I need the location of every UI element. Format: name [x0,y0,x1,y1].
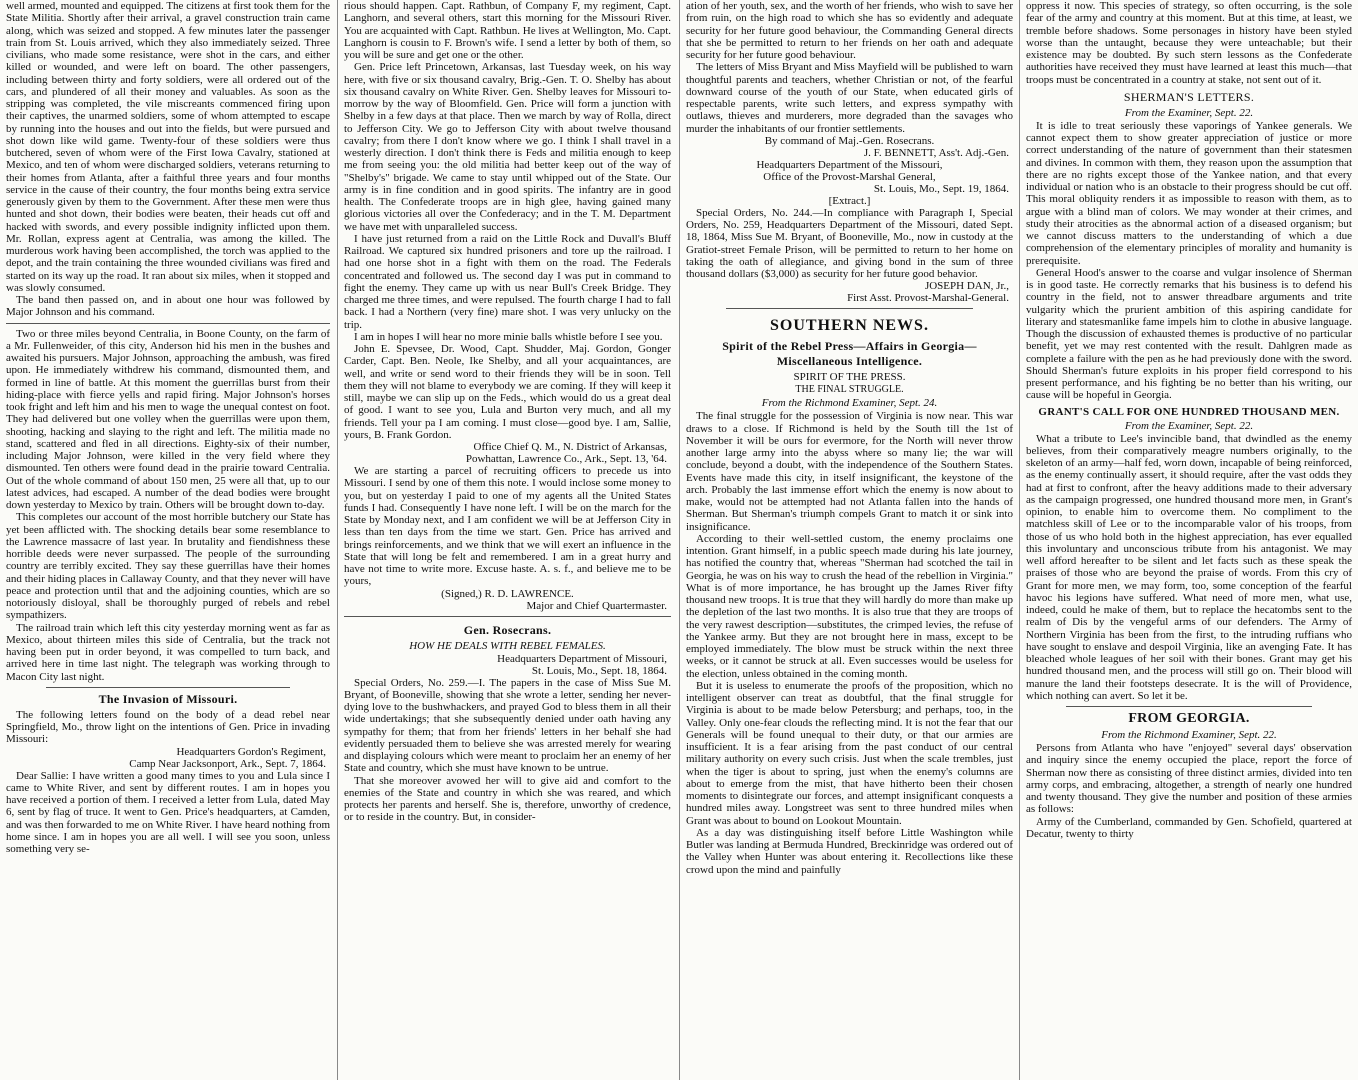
dateline: Camp Near Jacksonport, Ark., Sept. 7, 1864. [129,757,326,770]
paragraph: Army of the Cumberland, commanded by Gen. Schofield, quartered at Decatur, twenty to thirty [1026,815,1352,840]
paragraph: John E. Spevsee, Dr. Wood, Capt. Shudder, Maj. Gordon, Gonger Carder, Capt. Ben. Neole, Ike Shelby, and all your acquaintances, are well, and write or send word to their friends they will be in soon. Tell them they will not blame to everybody we are coming. If they will keep it still, maybe we can slip up on the Feds., which would do us a great deal of good. I want to see you, Lula and Burton very much, and all my friends. Tell your pa I am coming. I must close—good bye. I am, Sallie, yours, B. Frank Gordon. [344,343,671,441]
article-headline: Spirit of the Rebel Press—Affairs in Georgia—Miscellaneous Intelligence. [722,339,977,369]
paragraph: That she moreover avowed her will to give aid and comfort to the enemies of the State and country in which she was reared, and which protects her parents and herself. She is, therefore, unworthy of credence, or to reside in the country. But, in consider- [344,774,671,824]
dateline: Headquarters Department of Missouri, [497,652,667,665]
paragraph: rious should happen. Capt. Rathbun, of Company F, my regiment, Capt. Langhorn, and several others, start this morning for the Missouri River. You are acquainted with Capt. Rathbun. He lives at Wellington, Mo. Capt. Langhorn is cousin to F. Brown's wife. I send a letter by both of them, so you will be sure and get one or the other. [344,0,671,61]
paragraph: Special Orders, No. 244.—In compliance with Paragraph I, Special Orders, No. 259, Headquarters Department of the Missouri, dated Sept. 18, 1864, Miss Sue M. Bryant, of Booneville, Mo., now in custody at the Gratiot-street Female Prison, will be permitted to return to her home on taking the oath of allegiance, and giving bond in the sum of three thousand dollars ($3,000) as security for her future good behavior. [686,206,1013,280]
source-line: From the Richmond Examiner, Sept. 22. [1101,729,1277,741]
paragraph: Persons from Atlanta who have "enjoyed" several days' observation and inquiry since the enemy occupied the place, report the force of Sherman now there as consisting of three distinct armies, divided into ten army corps, and embracing, altogether, a strength of nearly one hundred and twenty thousand. They give the number and position of these armies as follows: [1026,742,1352,816]
divider [46,687,290,688]
paragraph: The following letters found on the body of a dead rebel near Springfield, Mo., throw light on the intentions of Gen. Price in invading Missouri: [6,708,330,746]
article-headline: The Invasion of Missouri. [98,691,238,706]
paragraph: Two or three miles beyond Centralia, in Boone County, on the farm of a Mr. Fullenweider, of this city, Anderson hid his men in the bushes and awaited his pursuers. Major Johnson, approaching the ambush, was fired upon. He immediately withdrew his command, dismounted them, and formed in line of battle. At this moment the guerrillas burst from their hiding-place with fierce yells and rapid firing. Major Johnson's horses took fright and left him and his men to wage the unequal contest on foot. They had delivered but one volley when the guerrillas were upon them, shooting, hacking and slaying to the right and left. The militia made no stand, scattered and fled in all directions. Eighty-six of their number, including Major Johnson, were killed in the very field where they dismounted. Ten others were found dead in the prairie toward Centralia. Out of the whole command of about 150 men, 25 were all that, up to our latest advices, had escaped. A number of the dead bodies were brought down yesterday to Mexico by train. Others will be brought down to-day. [6,327,330,511]
column-4 [1022,0,1356,1080]
dateline: Office of the Provost-Marshal General, [763,170,936,183]
paragraph: The railroad train which left this city yesterday morning went as far as Mexico, about thirteen miles this side of Centralia, but the track not having been put in order beyond, it was compelled to turn back, and arrived here in time last night. The telegraph was working through to Macon City last night. [6,621,330,683]
dateline: Office Chief Q. M., N. District of Arkansas, [473,441,667,453]
article-headline: SHERMAN'S LETTERS. [1123,89,1255,104]
dateline: Powhattan, Lawrence Co., Ark., Sept. 13, '64. [465,453,667,465]
paragraph: The band then passed on, and in about one hour was followed by Major Johnson and his command. [6,294,330,319]
paragraph: What a tribute to Lee's invincible band, that dwindled as the enemy believes, from their comparatively meagre numbers originally, to the skeleton of an army—half fed, worn down, incapable of being reinforced, as the enemy continually assert, it should require, after the vast odds they had at first to confront, after the heavy additions made to their adversary as the campaign progressed, one hundred thousand more men, in Grant's opinion, to enable him to overcome them. No compliment to the matchless skill of Lee or to the incomparable valor of his troops, from those of us who hold both in the highest appreciation, has ever equalled this involuntary and unconscious tribute from his antagonist. We may well afford hereafter to be silent and let facts such as these speak the praises of those who are beyond the praise of words. From this cry of Grant for more men, we may form, too, some conception of the fearful havoc his legions have suffered. What need of more men, what use, indeed, could he make of them, but to replace the hecatombs sent to the realm of Dis by the vengeful arms of our defenders. The Army of Northern Virginia has been from the first, to the intruding ruffians who have sought to enslave and despoil Virginia, like an avenging Fate. It has bleached whole leagues of her soil with their bones. Grant may get his hundred thousand men, and the process will still go on. Their blood will manure the land their footsteps desecrate. It is the will of Providence, which nothing can avert. So let it be. [1026,432,1352,702]
column-1 [2,0,334,1080]
article-headline: FROM GEORGIA. [1128,711,1250,726]
source-line: From the Examiner, Sept. 22. [1124,106,1254,119]
paragraph: According to their well-settled custom, the enemy proclaims one intention. Grant himself, in a public speech made during his late journey, has notified the country that, whereas "Sherman had scotched the tail in Georgia, he was on his way to crush the head of the rebellion in Virginia." What is of more importance, he has brought up the James River fifty thousand new troops. It is true that they will hardly do more than make up the depletion of the last two months. It is also true that they are troops of the very rawest description—substitutes, the crimped levies, the refuse of the Yankee army. But they are not brought here in mass, except to be employed immediately. The blow must be struck within the next three weeks, or it cannot be struck at all. Even successes would be useless for the election, unless obtained in the coming month. [686,532,1013,680]
dateline: St. Louis, Mo., Sept. 18, 1864. [531,664,667,677]
article-headline: Gen. Rosecrans. [463,622,552,637]
source-line: From the Richmond Examiner, Sept. 24. [761,397,938,410]
paragraph: The letters of Miss Bryant and Miss Mayfield will be published to warn thoughtful parents and teachers, whether Christian or not, of the fearful downward course of the youth of our State, when educated girls of respectable parents, write such letters, and express sympathy with outlaws, thieves and murderers, more degraded than the savages who murder the inhabitants of our frontier settlements. [686,61,1013,135]
paragraph: As a day was distinguishing itself before Little Washington while Butler was landing at Bermuda Hundred, Breckinridge was ordered out of the Valley when Hunter was about entering it. Recollections like these crowd upon the mind and painfully [686,826,1013,876]
paragraph: Gen. Price left Princetown, Arkansas, last Tuesday week, on his way here, with five or six thousand cavalry, Brig.-Gen. T. O. Shelby has about six thousand cavalry on White River. Gen. Shelby leaves for Missouri to-morrow by the way of Bloomfield. Gen. Price will form a junction with Shelby in a few days at that place. Then we march by way of Rolla, direct to Jefferson City. We go to Jefferson City with about twelve thousand cavalry; from there I don't know where we go. I think I shall travel in a westerly direction. I don't think there is Feds and militia enough to keep me from seeing you: the old militia had better keep out of the way of "Shelby's" brigade. We came to stay until whipped out of the State. Our army is in fine condition and in good spirits. The infantry are in good health. The Confederate troops are in high glee, having gained many glorious victories all over the Confederacy; and in the T. M. Department we have met with unparalleled success. [344,61,671,233]
section-headline: SOUTHERN NEWS. [770,317,929,335]
column-3 [682,0,1017,1080]
source-line: From the Examiner, Sept. 22. [1124,419,1254,432]
dateline: St. Louis, Mo., Sept. 19, 1864. [873,182,1009,195]
paragraph: I have just returned from a raid on the Little Rock and Duvall's Bluff Railroad. We captured six hundred prisoners and tore up the railroad. I had one horse shot in a fight with them on the road. The Federals concentrated and followed us. The second day I was put in command to fight the enemy. They came up with us near Bull's Creek Bridge. They charged me three times, and were repulsed. The fourth charge I had to fall back. I had a Northern (very fine) mare shot. I was very unlucky on the trip. [344,232,671,331]
column-rule [1019,0,1020,1080]
paragraph: I am in hopes I will hear no more minie balls whistle before I see you. [354,330,663,343]
paragraph: Dear Sallie: I have written a good many times to you and Lula since I came to White River, and sent by different routes. I am in hopes you have received a portion of them. I received a letter from Lula, dated May 6, sent by flag of truce. It went to Gen. Price's headquarters, at Camden, and was then forwarded to me on White River. I have heard nothing from home since. I am in hopes you are all well. I will see you soon, unless something very se- [6,769,330,855]
paragraph: It is idle to treat seriously these vaporings of Yankee generals. We cannot expect them to show greater appreciation of justice or more correct understanding of the nature of government than their statesmen and divines. In common with them, they reason upon the assumption that there are no rights except those of the Yankee nation, and that every individual or nation who is an obstacle to their progress should be cut off. This moral obliquity renders it as impossible to reason with them, as to argue with a blind man of colors. We may wonder at their crimes, and study their atrocities as the abnormal action of a diseased organism; but we cannot discuss matters to the understanding of which a due comprehension of the elementary principles of morality and humanity is prerequisite. [1026,119,1352,267]
article-subheadline: THE FINAL STRUGGLE. [795,384,904,396]
paragraph: oppress it now. This species of strategy, so often occurring, is the sole fear of the army and country at this moment. But at this time, at least, we tremble before shadows. Some personages in history have been styled worse than the untaught, because they were unteachable; but their existence may be doubted. By such stern lessons as the Confederate authorities have received they must have learned at least this much—that troops must be concentrated in a country at stake, not sent out of it. [1026,0,1352,86]
column-rule [337,0,338,1080]
signature: J. F. BENNETT, Ass't. Adj.-Gen. [863,146,1009,159]
paragraph: General Hood's answer to the coarse and vulgar insolence of Sherman is in good taste. He correctly remarks that his business is to defend his country in the field, not to answer threadbare arguments and trite vulgarity which the prurient ambition of this aspiring candidate for literary and statesmanlike fame impels him to clothe in abusive language. Though the discussion of exhausted themes is productive of no particular benefit, yet we may rest contented with the result. Dahlgren made as complete a failure with the pen as he had previously done with the sword. Should Sherman's future exploits in his proper field correspond to his present performance, and his fighting be no better than his writing, our cause will be hopeful in Georgia. [1026,266,1352,402]
dateline: Headquarters Department of the Missouri, [756,158,943,171]
paragraph: The final struggle for the possession of Virginia is now near. This war draws to a close. If Richmond is held by the South till the 1st of November it will be ours for evermore, for the North will never throw another large army into the abyss where so many lie; the war will conclude, beyond a doubt, with the independence of the Southern States. Events have made this city, in itself insignificant, the keystone of the arch. Probably the last immense effort which the enemy is now about to make, would not be attempted had not Atlanta fallen into the hands of Sherman. But Sherman's triumph compels Grant to match it or sink into insignificance. [686,410,1013,533]
paragraph: ation of her youth, sex, and the worth of her friends, who wish to save her from ruin, on the high road to which she has so evidently and adequate security for her future good behaviour, the Commanding General directs that she be permitted to return to her friends on her oath and adequate security for her future good behaviour. [686,0,1013,61]
column-2 [340,0,675,1080]
paragraph: We are starting a parcel of recruiting officers to precede us into Missouri. I send by one of them this note. I would inclose some money to you, but on yesterday I paid to one of my agents all the United States funds I had. Consequently I have none left. I will be on the march for the State by Monday next, and I am confident we will be at Jefferson City in less than ten days from the time we start. Gen. Price has arrived and brings reinforcements, and we think that we will exert an influence in the State that will long be felt and remembered. I am in a great hurry and have not time to write more. Excuse haste. A. s. f., and believe me to be yours, [344,465,671,588]
signature: (Signed,) R. D. LAWRENCE. [441,587,574,600]
article-subheadline: HOW HE DEALS WITH REBEL FEMALES. [409,639,606,652]
signature-title: Major and Chief Quartermaster. [526,599,667,612]
paragraph: This completes our account of the most horrible butchery our State has yet been afflicted with. The shocking details bear some resemblance to the Lawrence massacre of last year. In brutality and fiendishness these horrible deeds were never surpassed. The people of the surrounding country are terribly excited. They say these guerrillas have their homes and their hiding places in Callaway County, and that they never will have peace and protection until that and the adjoining counties, which are so notoriously disloyal, shall be thoroughly purged of rebels and rebel sympathizers. [6,511,330,622]
divider [726,308,973,309]
rosecrans-article [344,616,671,824]
paragraph: Special Orders, No. 259.—I. The papers in the case of Miss Sue M. Bryant, of Booneville, showing that she wrote a letter, sending her never-dying love to the bushwhackers, and prayed God to bless them in all their wide undertakings; that she subsequently denied under oath having any sympathy for them; that from her friends' letters in her behalf she had evidently persuaded them to believe she was arrested merely for wearing and displaying colours which were meant to proclaim her an enemy of her State and country, which she must have known to be untrue. [344,676,671,775]
signature-title: First Asst. Provost-Marshal-General. [847,292,1009,305]
paragraph: well armed, mounted and equipped. The citizens at first took them for the State Militia. Shortly after their arrival, a gravel construction train came along, which was seized and stopped. A few minutes later the passenger train from St. Louis arrived, which they also immediately seized. Three civilians, who made some resistance, were shot in the cars, and either killed or wounded, and were left on board. The other passengers, including between thirty and forty soldiers, were all ordered out of the cars, and plundered of all their money and valuables. As soon as the stripping was completed, the vile miscreants commenced firing upon their captives, the unarmed soldiers, some of whom attempted to escape by running into the houses and out into the fields, but were pursued and shot down like wild game. Twenty-four of these soldiers were thus butchered, seven of whom were of the First Iowa Cavalry, stationed at Mexico, and ten of whom were discharged soldiers, veterans returning to their homes from Atlanta, after a faithful three years and four months service in the cause of their country, the four months being extra service generously given by them to the Government. After these men were thus hunted and shot down, their bodies were beaten, their heads cut off and hacked with swords, and every possible indignity inflicted upon them. Mr. Rollan, express agent at Centralia, was among the killed. The murderous work having been accomplished, the torch was applied to the depot, and the train containing the three wounded civilians was fired and started on its way up the road. It ran about six miles, when it stopped and was slowly consumed. [6,0,330,294]
divider [1066,706,1312,707]
column-rule [679,0,680,1080]
dateline: Headquarters Gordon's Regiment, [176,745,326,758]
dateline: [Extract.] [828,194,871,207]
article-headline: GRANT'S CALL FOR ONE HUNDRED THOUSAND MEN. [1038,405,1340,418]
article-subheadline: SPIRIT OF THE PRESS. [793,371,906,384]
signature: JOSEPH DAN, Jr., [924,280,1009,293]
paragraph: But it is useless to enumerate the proofs of the proposition, which no intelligent observer can treat as doubtful, that the final struggle for Virginia is about to be made below Petersburg; and perhaps, too, in the Valley. Only one-fear clouds the reflecting mind. It is not the fear that our Generals will be found unequal to their duty, or that our armies are insufficient. It is a fear arising from the past conduct of our central military authority on every such crisis. Just when the scale trembles, just when the tiger is about to spring, just when the enemy's columns are about to emerge from the mist, that have hitherto been their chosen moments to disintegrate our forces, and attempt insignificant conquests a hundred miles away. Longstreet was sent to three hundred miles when Grant was about to bound on Lookout Mountain. [686,679,1013,827]
divider [6,323,330,324]
signature: By command of Maj.-Gen. Rosecrans. [764,134,935,147]
